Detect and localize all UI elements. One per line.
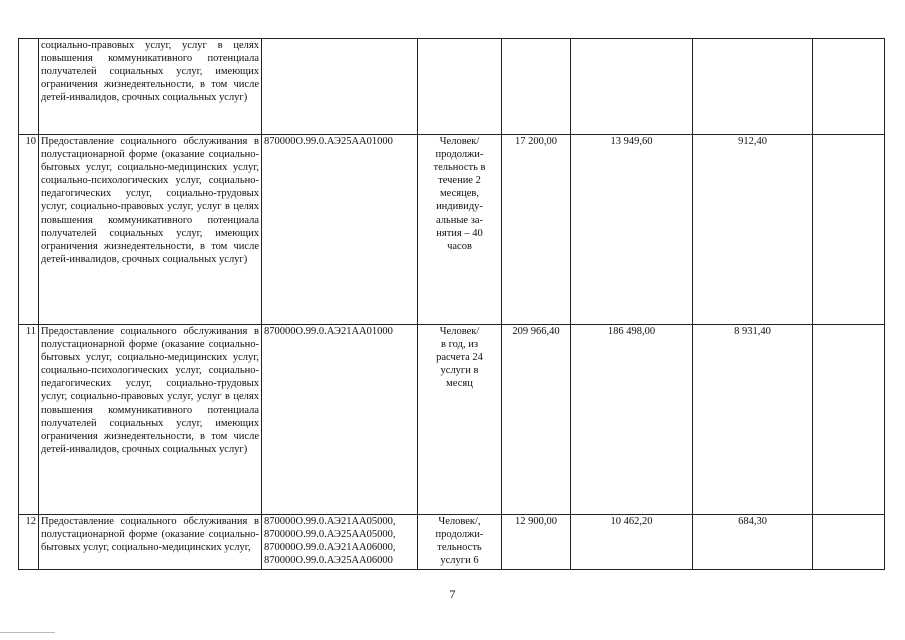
value-column-1: 12 900,00 [502, 515, 571, 570]
registry-code [262, 39, 418, 135]
service-description: социально-правовых услуг, услуг в целях повышения коммуникативного потенциала получателей социальных услуг, имеющих ограничения жизнедеятельности, в том числе детей-инвалидов, срочных социальных услуг) [39, 39, 262, 135]
unit-of-measure: Человек/ в год, из расчета 24 услуги в месяц [418, 325, 502, 515]
registry-code: 870000О.99.0.АЭ21АА01000 [262, 325, 418, 515]
registry-code: 870000О.99.0.АЭ25АА01000 [262, 135, 418, 325]
value-column-1 [502, 39, 571, 135]
bottom-divider [0, 632, 55, 633]
unit-of-measure: Человек/, продолжи- тельность услуги 6 [418, 515, 502, 570]
unit-of-measure [418, 39, 502, 135]
value-column-3: 8 931,40 [693, 325, 813, 515]
table-row [19, 135, 885, 325]
row-number: 12 [19, 515, 39, 570]
value-column-2: 10 462,20 [571, 515, 693, 570]
row-number: 11 [19, 325, 39, 515]
value-column-3: 684,30 [693, 515, 813, 570]
empty-cell [813, 325, 885, 515]
service-description: Предоставление социального обслуживания в полустационарной форме (оказание социально-бытовых услуг, социально-медицинских услуг, [39, 515, 262, 570]
services-table [18, 38, 885, 570]
row-number: 10 [19, 135, 39, 325]
table-row [19, 39, 885, 135]
value-column-2 [571, 39, 693, 135]
service-description: Предоставление социального обслуживания в полустационарной форме (оказание социально-бытовых услуг, социально-медицинских услуг, социально-психологических услуг, социально-педагогических услуг, социально-трудовых услуг, социально-правовых услуг, услуг в целях повышения коммуникативного потенциала получателей социальных услуг, имеющих ограничения жизнедеятельности, в том числе детей-инвалидов, срочных социальных услуг) [39, 325, 262, 515]
value-column-3 [693, 39, 813, 135]
service-description: Предоставление социального обслуживания в полустационарной форме (оказание социально-бытовых услуг, социально-медицинских услуг, социально-психологических услуг, социально-педагогических услуг, социально-трудовых услуг, социально-правовых услуг, услуг в целях повышения коммуникативного потенциала получателей социальных услуг, имеющих ограничения жизнедеятельности, в том числе детей-инвалидов, срочных социальных услуг) [39, 135, 262, 325]
table-row [19, 515, 885, 570]
row-number [19, 39, 39, 135]
value-column-2: 13 949,60 [571, 135, 693, 325]
table-row [19, 325, 885, 515]
registry-code: 870000О.99.0.АЭ21АА05000, 870000О.99.0.АЭ25АА05000, 870000О.99.0.АЭ21АА06000, 870000О.99.0.АЭ25АА06000 [262, 515, 418, 570]
value-column-1: 17 200,00 [502, 135, 571, 325]
value-column-2: 186 498,00 [571, 325, 693, 515]
empty-cell [813, 515, 885, 570]
empty-cell [813, 135, 885, 325]
empty-cell [813, 39, 885, 135]
page-number: 7 [449, 587, 456, 601]
value-column-3: 912,40 [693, 135, 813, 325]
unit-of-measure: Человек/ продолжи- тельность в течение 2 месяцев, индивиду- альные за- нятия – 40 часов [418, 135, 502, 325]
value-column-1: 209 966,40 [502, 325, 571, 515]
